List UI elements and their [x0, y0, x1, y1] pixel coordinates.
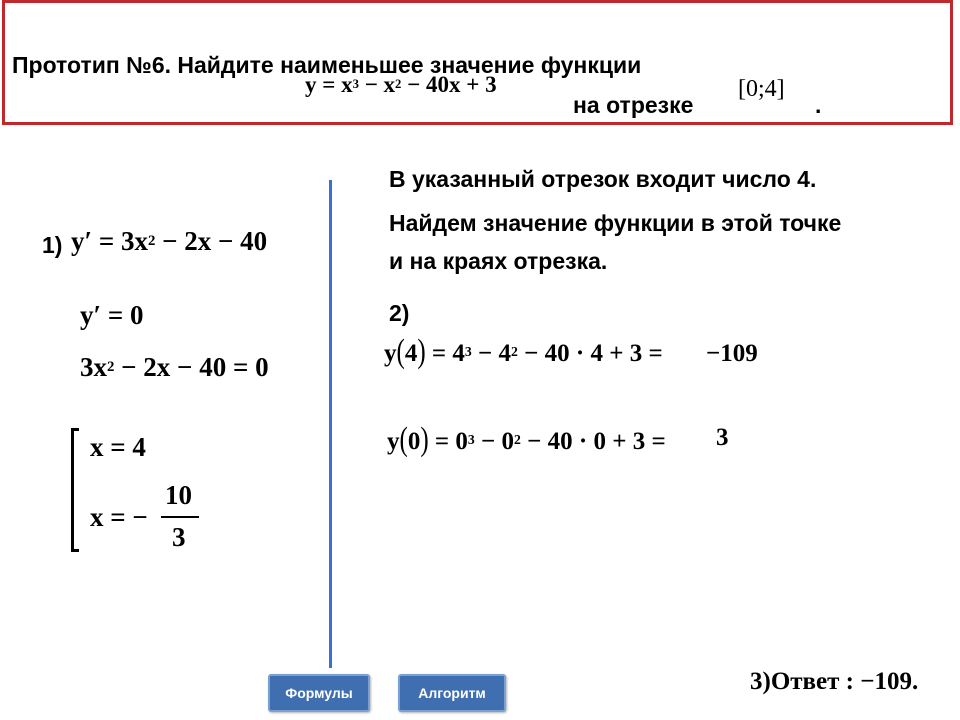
calc-y4-result: −109	[706, 340, 758, 367]
root-2-prefix: x = −	[90, 502, 148, 532]
root-1: x = 4	[90, 432, 146, 462]
task-function: $y = x^3 - x^2 - 40x + 3$	[305, 72, 497, 97]
derivative-zero: y′ = 0	[80, 300, 144, 330]
fraction-line	[161, 516, 199, 518]
formulas-button[interactable]: Формулы	[268, 674, 370, 712]
note-evaluate-line2: и на краях отрезка.	[389, 248, 608, 274]
root-2-denominator: 3	[172, 522, 186, 552]
answer: 3)Ответ : −109.	[750, 668, 919, 695]
step1-number: 1)	[42, 232, 63, 258]
header-period: .	[815, 92, 822, 118]
note-interval-contains: В указанный отрезок входит число 4.	[389, 166, 817, 192]
root-2-numerator: 10	[165, 480, 192, 510]
calc-y0-result: 3	[716, 424, 729, 451]
algorithm-button[interactable]: Алгоритм	[398, 674, 506, 712]
note-evaluate-line1: Найдем значение функции в этой точке	[389, 210, 842, 236]
task-title: Прототип №6. Найдите наименьшее значение функции	[12, 52, 642, 78]
quadratic-equation: $3x^2 - 2x - 40 = 0$	[80, 352, 269, 382]
system-bracket	[71, 428, 79, 552]
calc-y4: $y(4) = 4^3 - 4^2 - 40 \cdot 4 + 3$ =	[384, 333, 663, 371]
derivative-expression: $y' = 3x^2 - 2x - 40$	[71, 226, 268, 256]
interval: [0;4]	[738, 76, 785, 102]
interval-label: на отрезке	[573, 92, 694, 118]
vertical-divider	[329, 180, 332, 668]
calc-y0: $y(0) = 0^3 - 0^2 - 40 \cdot 0 + 3$ =	[387, 421, 666, 459]
step2-number: 2)	[389, 300, 410, 326]
